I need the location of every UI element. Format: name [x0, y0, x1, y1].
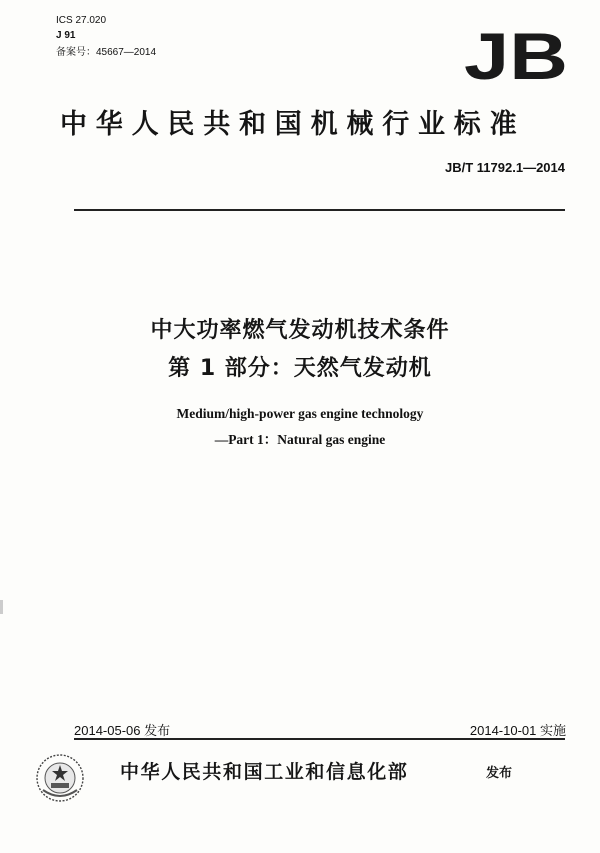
issuing-authority: 中华人民共和国工业和信息化部 — [120, 761, 409, 783]
bottom-divider — [74, 738, 565, 740]
effective-date: 2014-10-01 实施 — [469, 723, 566, 738]
standard-number: JB/T 11792.1—2014 — [445, 160, 565, 175]
publish-date: 2014-05-06 发布 — [74, 723, 171, 738]
national-emblem-icon — [34, 752, 86, 804]
title-zh-line1: 中大功率燃气发动机技术条件 — [150, 318, 450, 343]
ics-code: ICS 27.020 — [56, 15, 107, 26]
scan-mark — [0, 600, 3, 614]
logo-text: JB — [464, 24, 568, 84]
record-number: 备案号：45667—2014 — [56, 47, 157, 58]
top-divider — [74, 209, 565, 211]
title-en-line1: Medium/high-power gas engine technology — [176, 406, 424, 421]
title-en-line2: —Part 1：Natural gas engine — [214, 432, 386, 447]
ccs-code: J 91 — [56, 30, 76, 41]
title-zh-line2: 第 1 部分：天然气发动机 — [168, 356, 432, 381]
jb-logo — [462, 24, 570, 84]
issuing-label: 发布 — [486, 766, 513, 781]
industry-standard-title: 中华人民共和国机械行业标准 — [60, 109, 526, 140]
